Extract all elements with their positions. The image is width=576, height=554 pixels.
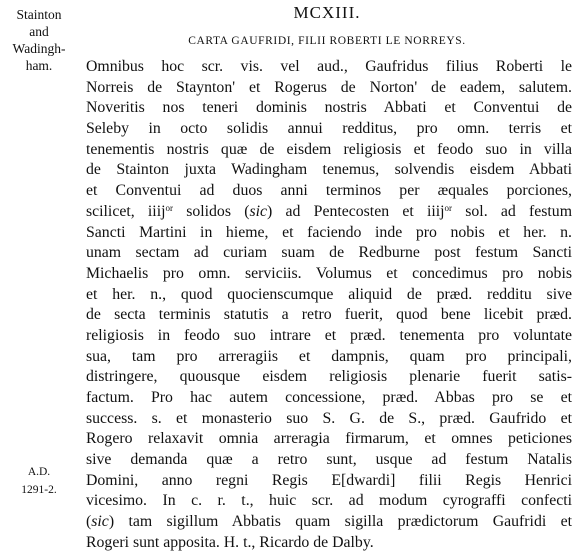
margin-place-note xyxy=(2,6,76,74)
text-line: de secta terminis statutis a retro fuerit, quod bene licebit præd. xyxy=(86,306,572,324)
text-line: sua, tam pro arreragiis et dampnis, quam pro principali, xyxy=(86,347,572,365)
text-line: unam sectam ad curiam suam de Redburne post festum Sancti xyxy=(86,244,572,262)
margin-place-line: Wadingh- xyxy=(12,41,66,56)
text-line: religiosis in feodo suo intrare et præd. tenementa pro voluntate xyxy=(86,326,572,344)
margin-place-line: and xyxy=(29,24,49,39)
charter-number: MCXIII. xyxy=(293,3,361,22)
text-line: Norreis de Staynton' et Rogerus de Norton' de eadem, salutem. xyxy=(86,78,572,96)
text-line: success. s. et monasterio suo S. G. de S., præd. Gaufrido et xyxy=(86,409,572,427)
text-line: Omnibus hoc scr. vis. vel aud., Gaufridus filius Roberti le xyxy=(86,58,572,75)
text-line: Seleby in octo solidis annui redditus, pro omn. terris et xyxy=(86,120,572,138)
text-line: et her. n., quod quocienscumque aliquid de præd. redditu sive xyxy=(86,285,572,303)
margin-date-years: 1291-2. xyxy=(21,484,57,496)
text-line: factum. Pro hac autem concessione, præd. Abbas pro se et xyxy=(86,389,572,406)
text-line: sive demanda quæ a retro sunt, usque ad festum Natalis xyxy=(86,451,572,469)
margin-place-line: ham. xyxy=(25,58,53,73)
text-line: Michaelis pro omn. serviciis. Volumus et concedimus pro nobis xyxy=(86,264,572,282)
text-line: Sancti Martini in hieme, et faciendo inde pro nobis et her. n. xyxy=(86,223,572,241)
text-line: Rogeri sunt apposita. H. t., Ricardo de Dalby. xyxy=(86,533,374,551)
text-line: (sic) tam sigillum Abbatis quam sigilla prædictorum Gaufridi et xyxy=(86,513,572,531)
text-line: et Conventui ad duos anni terminos per æquales porciones, xyxy=(86,182,572,200)
margin-date-note xyxy=(2,463,76,499)
text-line: de Stainton juxta Wadingham tenemus, solvendis eisdem Abbati xyxy=(86,161,572,179)
margin-date-label: A.D. xyxy=(27,466,51,478)
text-line: tenementis nostris quæ de eisdem religiosis et feodo suo in villa xyxy=(86,140,572,158)
margin-place-line: Stainton xyxy=(16,7,62,22)
charter-text xyxy=(86,57,572,554)
text-line: vicesimo. In c. r. t., huic scr. ad modum cyrograffi confecti xyxy=(86,492,572,510)
text-line: distringere, quousque eisdem religiosis plenarie fuerit satis- xyxy=(86,368,572,386)
charter-title: CARTA GAUFRIDI, FILII ROBERTI LE NORREYS. xyxy=(188,35,466,47)
text-line: scilicet, iiij$^{or}$ solidos (sic) ad Pentecosten et iiij$^{or}$ sol. ad festum xyxy=(86,202,572,220)
text-line: Rogero relaxavit omnia arreragia firmarum, et omnes peticiones xyxy=(86,430,572,448)
text-line: Domini, anno regni Regis E[dwardi] filii Regis Henrici xyxy=(86,471,572,489)
text-line: Noveritis nos teneri dominis nostris Abbati et Conventui de xyxy=(86,99,572,117)
